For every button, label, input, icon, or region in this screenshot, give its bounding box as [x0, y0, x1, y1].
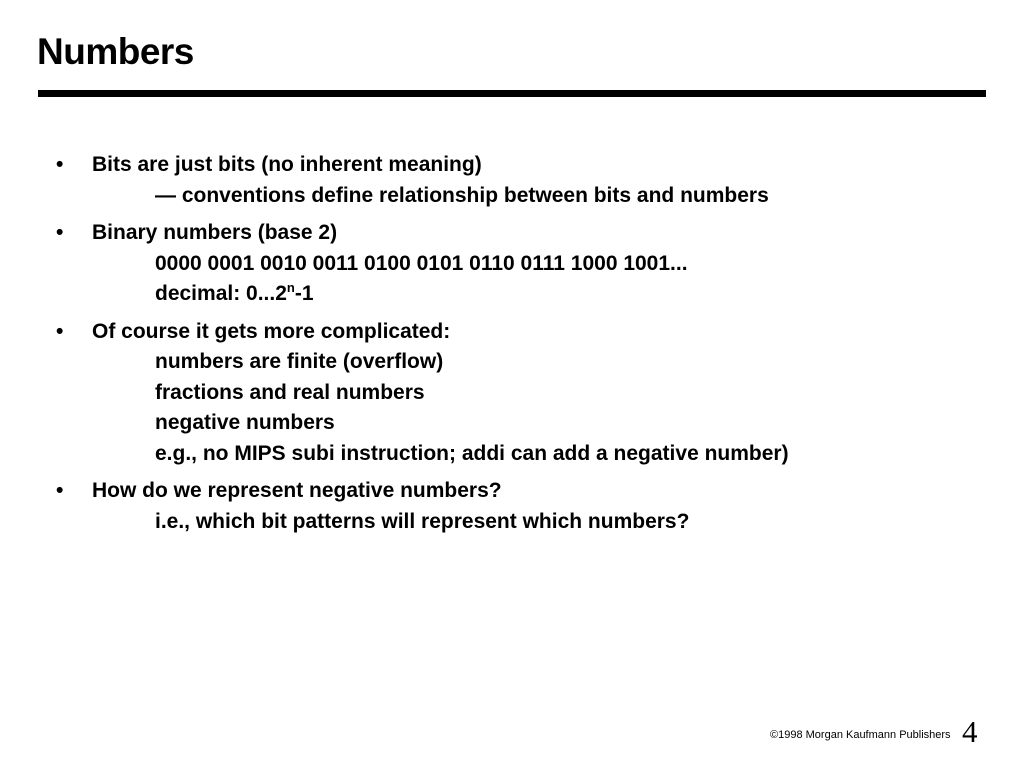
- bullet-heading: How do we represent negative numbers?: [92, 479, 502, 502]
- bullet-list: [0, 150, 1024, 544]
- decimal-range-exponent: n: [286, 280, 295, 295]
- bullet-item-complications: [0, 317, 1024, 470]
- bullet-marker: •: [56, 221, 64, 244]
- decimal-range-line: [0, 279, 1024, 310]
- decimal-range-suffix: -1: [294, 282, 314, 305]
- page-number: 4: [962, 714, 978, 749]
- bullet-subline: negative numbers: [155, 411, 335, 434]
- bullet-heading: Of course it gets more complicated:: [92, 319, 451, 343]
- copyright-text: 1998 Morgan Kaufmann Publishers: [778, 729, 951, 741]
- bullet-marker: •: [56, 479, 64, 502]
- bullet-item-binary: [0, 218, 1024, 310]
- slide-title: Numbers: [37, 31, 194, 72]
- bullet-heading: Bits are just bits (no inherent meaning): [92, 153, 482, 176]
- title-rule: [38, 90, 986, 97]
- copyright-symbol: ©: [770, 729, 779, 741]
- footer-copyright: [770, 728, 951, 742]
- bullet-heading: Binary numbers (base 2): [92, 221, 338, 244]
- decimal-range-prefix: decimal: 0...2: [155, 282, 287, 305]
- bullet-subline: numbers are finite (overflow): [155, 350, 444, 373]
- bullet-subline: fractions and real numbers: [155, 380, 425, 404]
- bullet-item-negative-numbers: [0, 476, 1024, 537]
- bullet-subline: 0000 0001 0010 0011 0100 0101 0110 0111 1000 1001...: [155, 251, 688, 275]
- bullet-subline: — conventions define relationship between bits and numbers: [155, 183, 769, 207]
- bullet-marker: •: [56, 319, 64, 343]
- bullet-subline: e.g., no MIPS subi instruction; addi can add a negative number): [155, 441, 789, 465]
- bullet-subline: i.e., which bit patterns will represent which numbers?: [155, 509, 690, 533]
- bullet-marker: •: [56, 153, 64, 176]
- bullet-item-bits: [0, 150, 1024, 211]
